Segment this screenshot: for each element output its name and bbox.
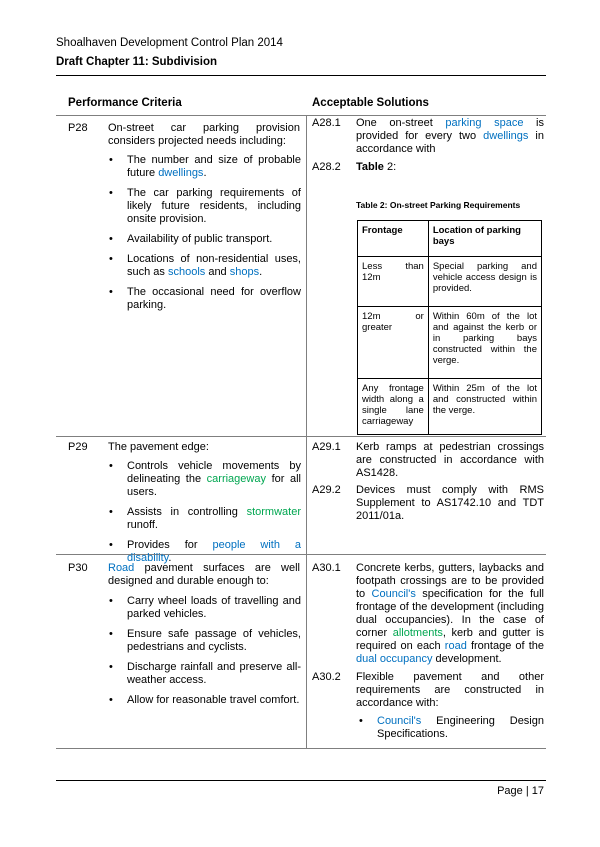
criteria-bullet: • Locations of non-residential uses, such as schools and shops. (107, 253, 301, 279)
criteria-bullet-list (107, 595, 301, 707)
link-councils[interactable]: Council's (371, 588, 416, 600)
criteria-bullet-list (107, 154, 301, 312)
criteria-code: P28 (68, 122, 88, 134)
criteria-bullet: • Discharge rainfall and preserve all-weather access. (107, 661, 301, 687)
table-cell: Any frontage width along a single lane carriageway (358, 379, 429, 435)
criteria-bullet: • Allow for reasonable travel comfort. (107, 694, 301, 707)
link-councils[interactable]: Council's (377, 715, 422, 727)
table-cell: Within 60m of the lot and against the kerb or in parking bays constructed within the verge. (428, 307, 541, 379)
footer-divider (56, 780, 546, 781)
link-schools[interactable]: schools (167, 266, 206, 278)
criteria-bullet-list (107, 460, 301, 565)
link-road[interactable]: road (444, 640, 467, 652)
solution-code: A28.2 (312, 161, 341, 173)
criteria-bullet: • Controls vehicle movements by delineating the carriageway for all users. (107, 460, 301, 499)
criteria-code: P30 (68, 562, 88, 574)
link-stormwater[interactable]: stormwater (246, 506, 301, 518)
criteria-bullet: • Provides for people with a disability. (107, 539, 301, 565)
criteria-bullet: • Carry wheel loads of travelling and parked vehicles. (107, 595, 301, 621)
link-road[interactable]: Road (108, 562, 135, 574)
criteria-bullet: • Ensure safe passage of vehicles, pedestrians and cyclists. (107, 628, 301, 654)
criteria-code: P29 (68, 441, 88, 453)
document-title: Shoalhaven Development Control Plan 2014 (56, 37, 283, 49)
criteria-bullet: • The car parking requirements of likely future residents, including onsite provision. (107, 187, 301, 226)
table-header-divider (56, 115, 546, 116)
table2-caption: Table 2: On-street Parking Requirements (356, 200, 521, 210)
solution-code: A29.1 (312, 441, 341, 453)
row-divider (56, 436, 546, 437)
table-bottom-border (56, 748, 546, 749)
link-dual-occupancy[interactable]: dual occupancy (356, 653, 433, 665)
solution-code: A30.1 (312, 562, 341, 574)
column-header-solutions: Acceptable Solutions (312, 97, 429, 109)
link-dwellings[interactable]: dwellings (158, 167, 204, 179)
solution-text: Flexible pavement and other requirements are constructed in accordance with: (356, 671, 544, 709)
table-row (358, 379, 542, 435)
column-header-criteria: Performance Criteria (68, 97, 182, 109)
table-cell: Less than 12m (358, 257, 429, 307)
solution-code: A30.2 (312, 671, 341, 683)
solution-text: Table 2: (356, 161, 397, 173)
table-header-cell: Frontage (358, 221, 429, 257)
solution-text: Concrete kerbs, gutters, laybacks and footpath crossings are to be provided to Council's specification for the full frontage of the development (including dual occupancies). In the case of corner allotments, kerb and gutter is required on each road frontage of the dual occupancy development. (356, 562, 545, 665)
table-cell: Special parking and vehicle access design is provided. (428, 257, 541, 307)
table-cell: Within 25m of the lot and constructed within the verge. (428, 379, 541, 435)
table-row (358, 307, 542, 379)
criteria-text: On-street car parking provision considers projected needs including: (108, 122, 300, 147)
link-dwellings[interactable]: dwellings (483, 130, 529, 142)
parking-requirements-table (357, 220, 542, 435)
column-divider (306, 115, 307, 748)
criteria-text: Road pavement surfaces are well designed and durable enough to: (108, 562, 300, 587)
table-row (358, 257, 542, 307)
solution-code: A28.1 (312, 117, 341, 129)
solution-bullet-list (357, 715, 544, 741)
criteria-bullet: • Availability of public transport. (107, 233, 301, 246)
solution-text: Kerb ramps at pedestrian crossings are constructed in accordance with AS1428. (356, 441, 544, 479)
criteria-bullet: • The occasional need for overflow parking. (107, 286, 301, 312)
criteria-text: The pavement edge: (108, 441, 209, 453)
table-cell: 12m or greater (358, 307, 429, 379)
solution-text: One on-street parking space is provided for every two dwellings in accordance with (356, 117, 544, 155)
link-carriageway[interactable]: carriageway (206, 473, 266, 485)
page-number: Page | 17 (497, 785, 544, 797)
table-header-cell: Location of parking bays (428, 221, 541, 257)
solution-text: Devices must comply with RMS Supplement to AS1742.10 and TDT 2011/01a. (356, 484, 544, 522)
criteria-bullet: • Assists in controlling stormwater runoff. (107, 506, 301, 532)
link-shops[interactable]: shops (229, 266, 260, 278)
link-allotments[interactable]: allotments (392, 627, 443, 639)
solution-code: A29.2 (312, 484, 341, 496)
solution-bullet: • Council's Engineering Design Specifications. (357, 715, 544, 741)
link-parking-space[interactable]: parking space (445, 117, 524, 129)
table-header-row (358, 221, 542, 257)
link-people-with-a-disability[interactable]: people with a disability (127, 539, 302, 564)
header-divider (56, 75, 546, 76)
chapter-title: Draft Chapter 11: Subdivision (56, 56, 218, 68)
criteria-bullet: • The number and size of probable future dwellings. (107, 154, 301, 180)
